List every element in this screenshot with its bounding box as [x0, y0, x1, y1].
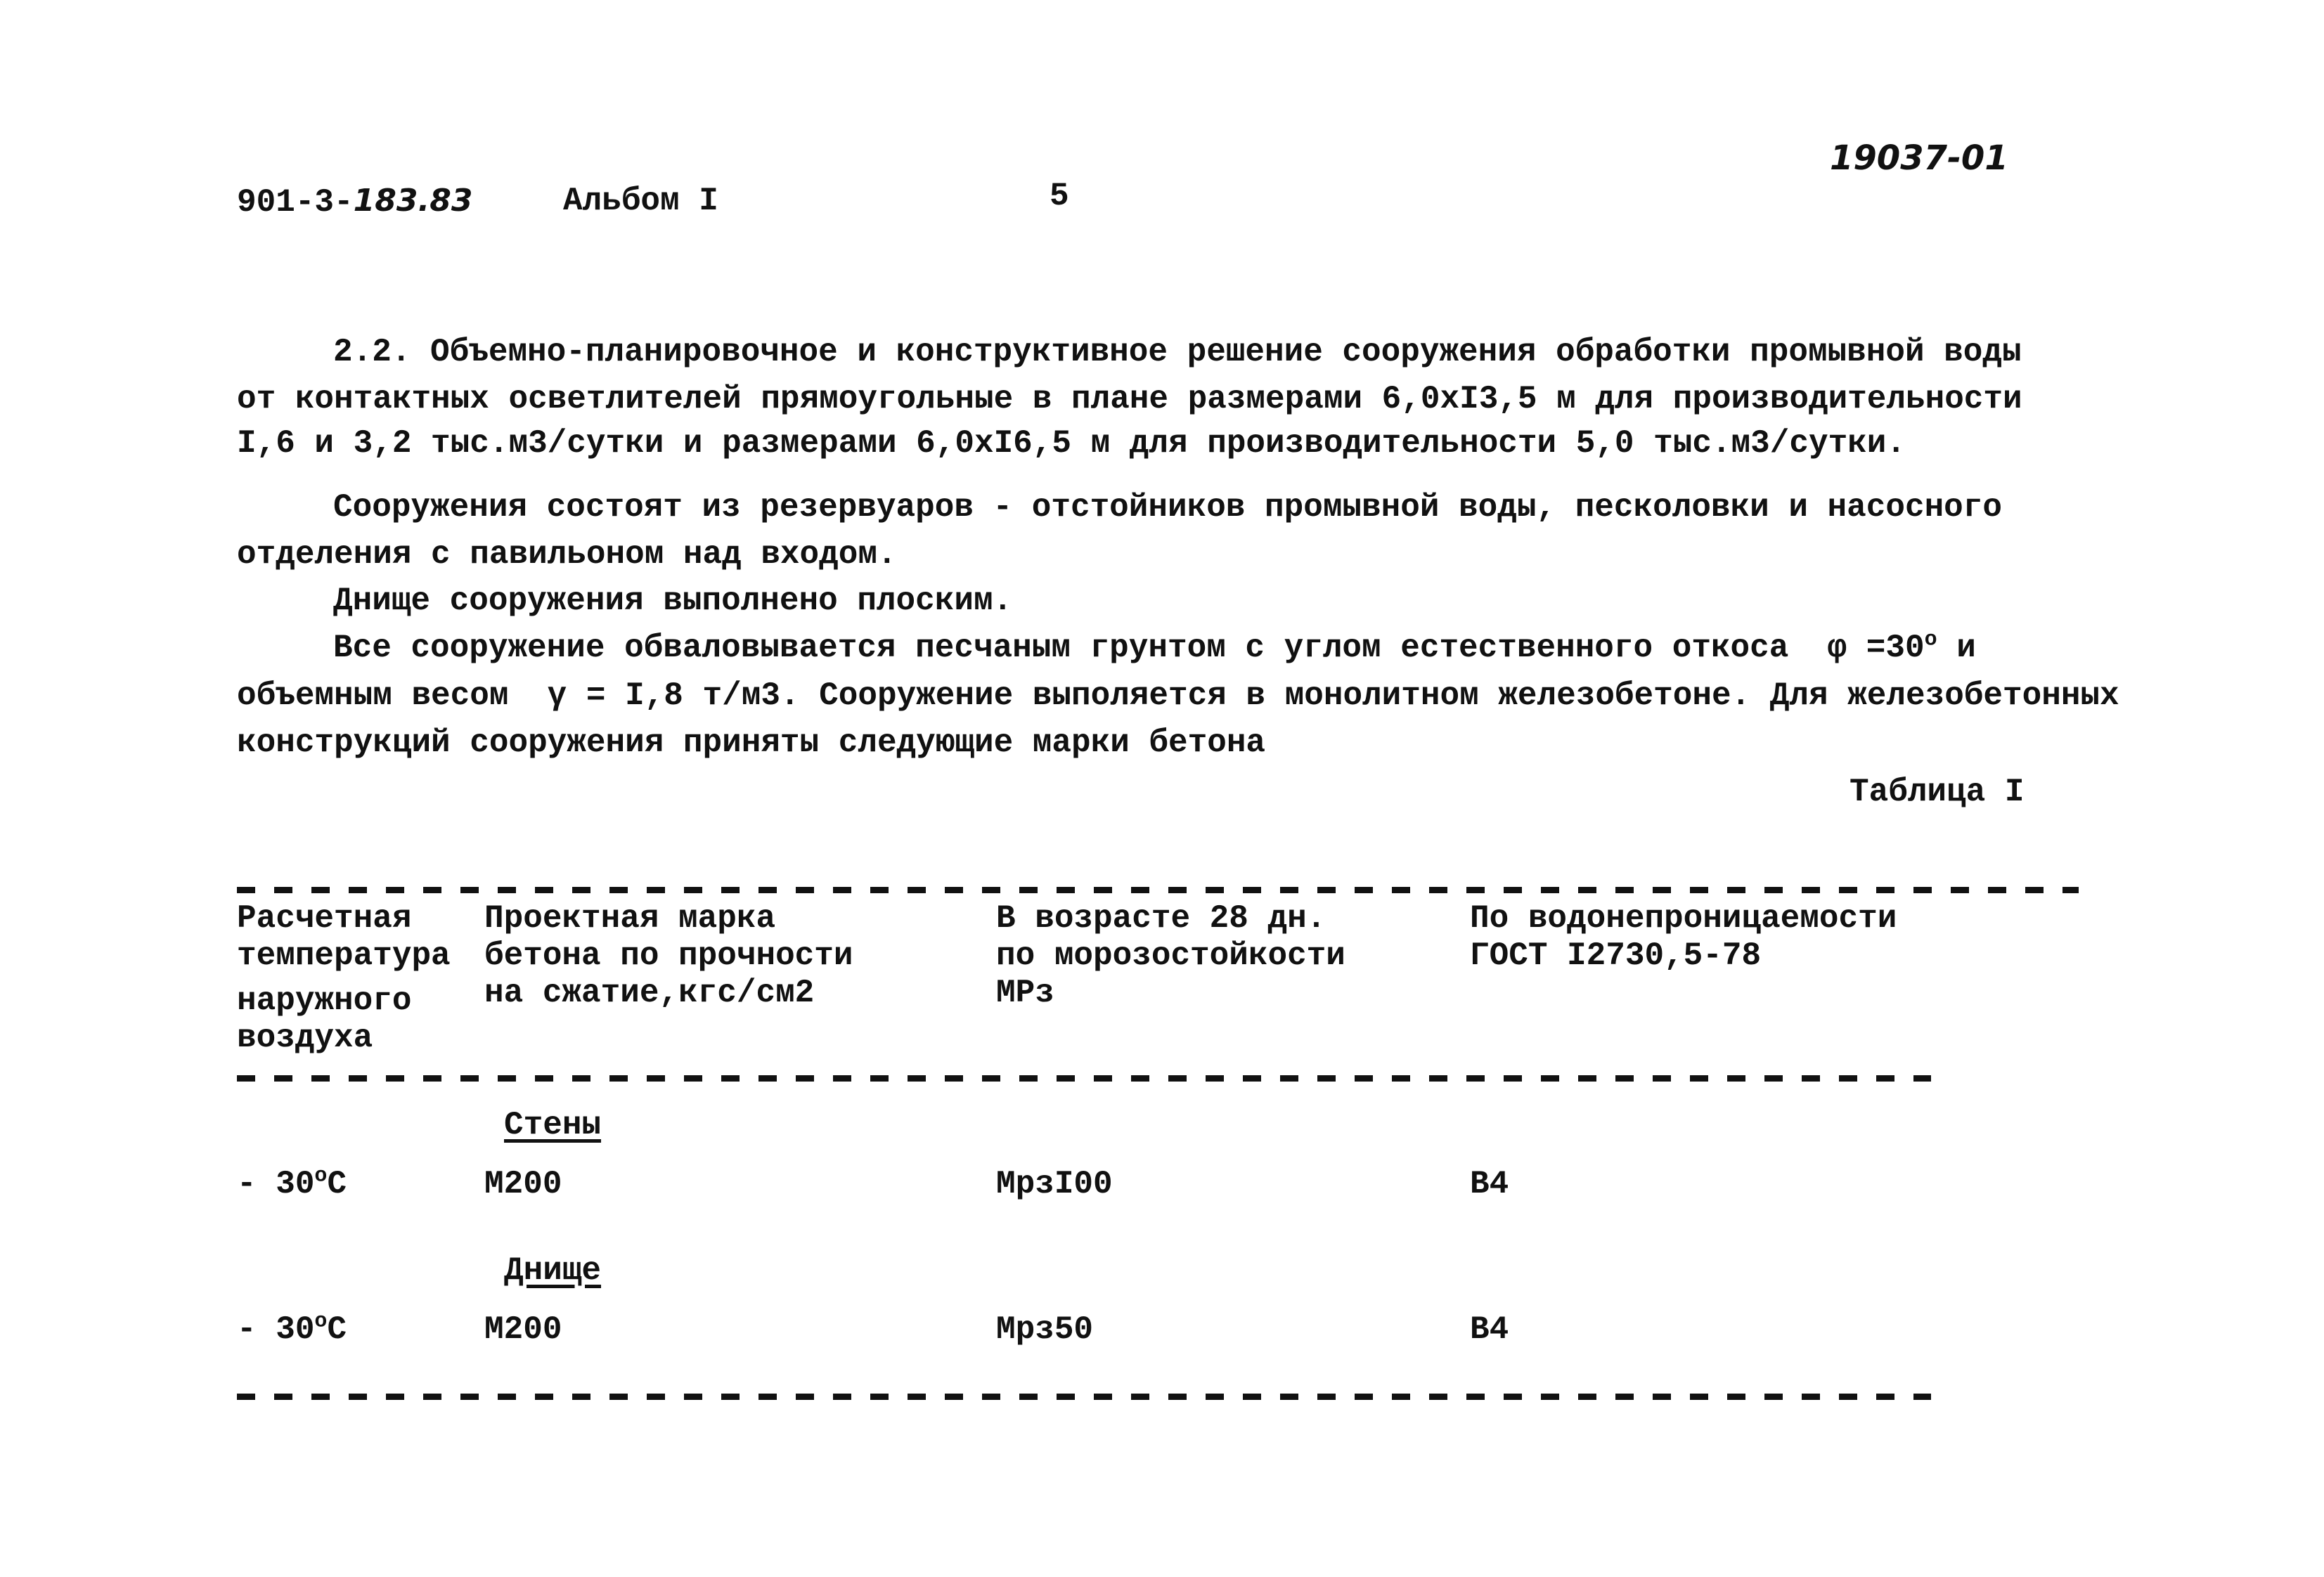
cell-temperature	[237, 1309, 347, 1348]
cell-strength: М200	[484, 1311, 562, 1348]
header-cell-line: температура	[237, 937, 451, 974]
section-title: Днище	[504, 1252, 602, 1289]
temp-unit: C	[327, 1166, 347, 1202]
cell-water: В4	[1470, 1311, 1509, 1348]
cell-water: В4	[1470, 1166, 1509, 1202]
cell-frost: МрзI00	[996, 1166, 1113, 1202]
cell-strength: М200	[484, 1166, 562, 1202]
line-text: Все сооружение обваловывается песчаным грунтом с углом естественного откоса φ =30	[333, 630, 1925, 666]
paragraph-line: от контактных осветлителей прямоугольные в плане размерами 6,0xI3,5 м для производительности	[237, 381, 2022, 417]
header-cell-line: По водонепроницаемости	[1470, 900, 1897, 937]
cell-temperature	[237, 1164, 347, 1202]
table-caption: Таблица I	[1849, 774, 2025, 810]
temp-value: - 30	[237, 1166, 315, 1202]
header-cell-line: наружного	[237, 982, 412, 1019]
paragraph-line: конструкций сооружения приняты следующие марки бетона	[237, 725, 1266, 761]
table-top-rule	[237, 887, 2079, 893]
paragraph-line: отделения с павильоном над входом.	[237, 536, 897, 573]
document-code-handwritten: 183.83	[353, 183, 473, 219]
degree-sign: o	[314, 1309, 328, 1334]
page-number: 5	[1050, 178, 1069, 214]
album-label: Альбом I	[563, 183, 718, 219]
header-cell-line: Расчетная	[237, 900, 412, 937]
header-cell-line: ГОСТ I2730,5-78	[1470, 937, 1762, 974]
paragraph-line: Сооружения состоят из резервуаров - отстойников промывной воды, песколовки и насосного	[333, 489, 2002, 526]
degree-sign: o	[314, 1164, 328, 1188]
table-header-rule	[237, 1075, 1931, 1082]
temp-value: - 30	[237, 1311, 315, 1348]
header-cell-line: Проектная марка	[484, 900, 776, 937]
document-code-printed: 901-3-	[237, 184, 354, 221]
archive-number: 19037-01	[1830, 138, 2008, 178]
section-title: Стены	[504, 1107, 602, 1143]
paragraph-line: Днище сооружения выполнено плоским.	[333, 583, 1013, 619]
paragraph-line	[333, 628, 1976, 666]
degree-sign: o	[1924, 628, 1937, 652]
header-cell-line: по морозостойкости	[996, 937, 1345, 974]
paragraph-line: I,6 и 3,2 тыс.м3/сутки и размерами 6,0xI6,5 м для производительности 5,0 тыс.м3/сутки.	[237, 425, 1906, 462]
table-bottom-rule	[237, 1394, 1931, 1400]
paragraph-line: объемным весом γ = I,8 т/м3. Сооружение выполяется в монолитном железобетоне. Для железобетонных	[237, 677, 2119, 714]
cell-frost: Мрз50	[996, 1311, 1094, 1348]
header-cell-line: воздуха	[237, 1020, 373, 1056]
temp-unit: C	[327, 1311, 347, 1348]
header-cell-line: В возрасте 28 дн.	[996, 900, 1326, 937]
paragraph-line: 2.2. Объемно-планировочное и конструктивное решение сооружения обработки промывной воды	[333, 334, 2022, 370]
header-cell-line: МРз	[996, 975, 1054, 1011]
header-cell-line: на сжатие,кгс/см2	[484, 975, 815, 1011]
document-code	[237, 184, 472, 219]
header-cell-line: бетона по прочности	[484, 937, 853, 974]
line-text: и	[1937, 630, 1976, 666]
